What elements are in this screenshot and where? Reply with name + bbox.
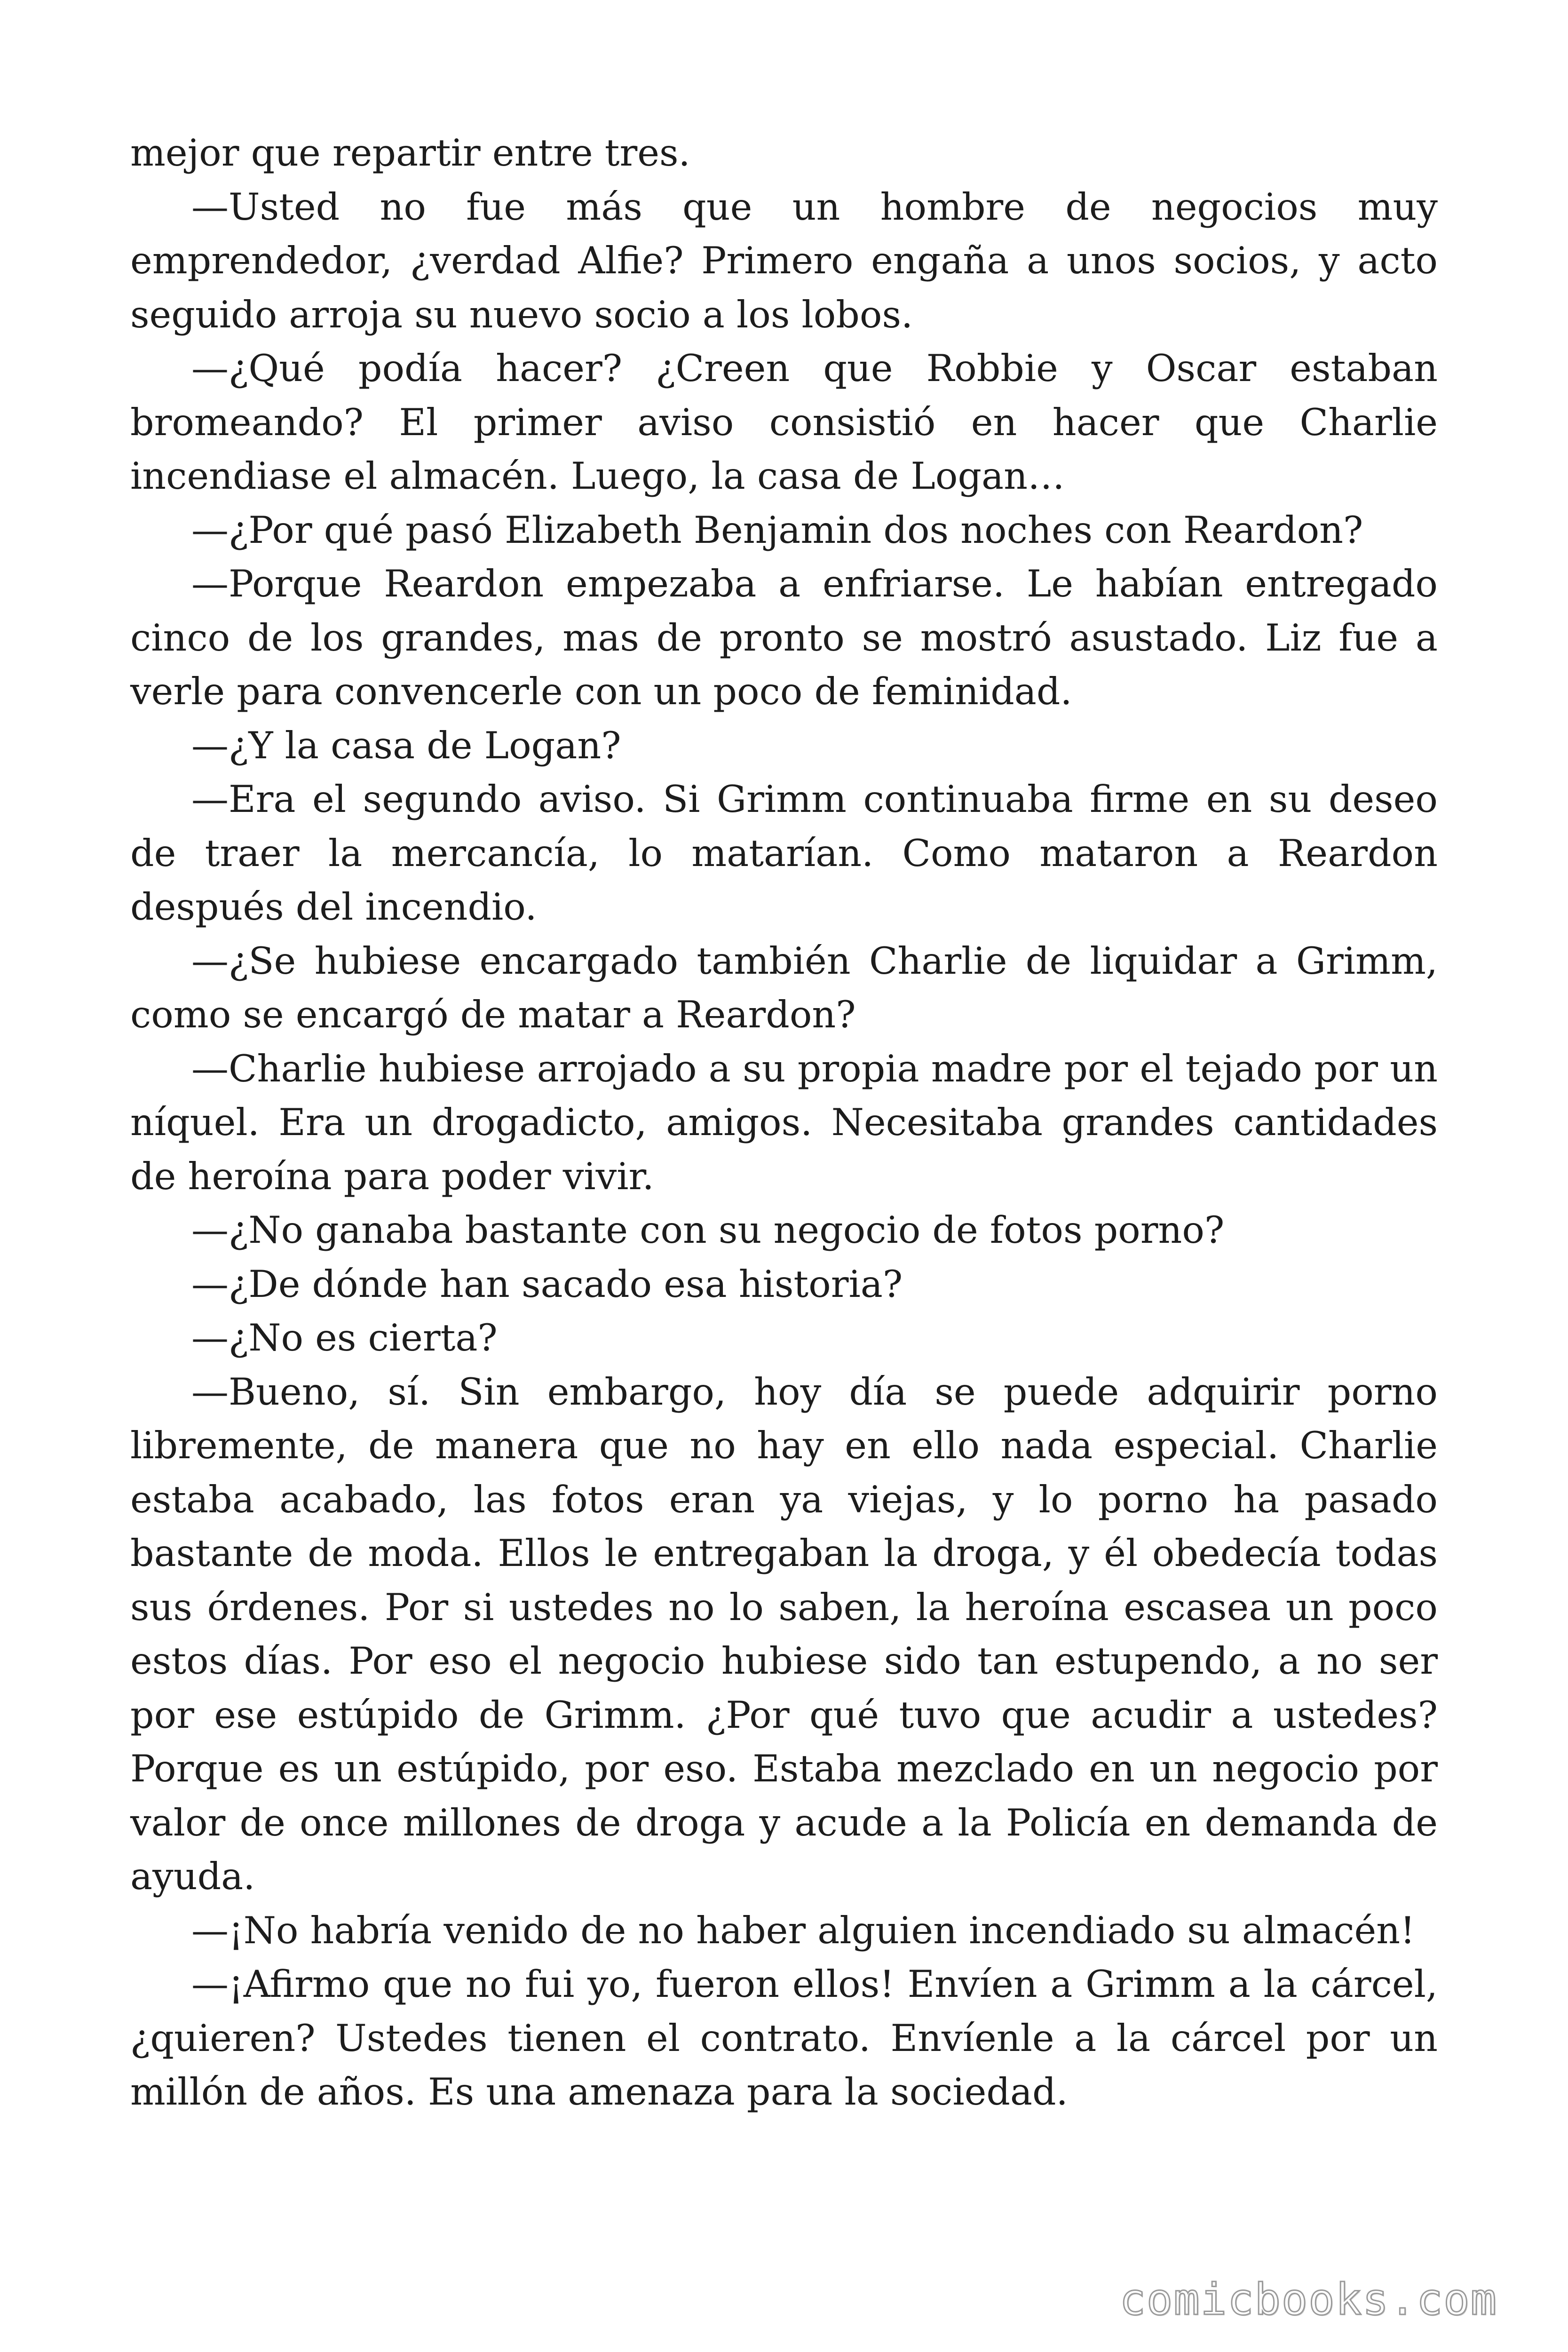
paragraph: —Bueno, sí. Sin embargo, hoy día se puede adquirir porno libremente, de manera que no hay en ello nada especial. Charlie estaba acabado, las fotos eran ya viejas, y lo porno ha pasado bastante de moda. Ellos le entregaban la droga, y él obedecía todas sus órdenes. Por si ustedes no lo saben, la heroína escasea un poco estos días. Por eso el negocio hubiese sido tan estupendo, a no ser por ese estúpido de Grimm. ¿Por qué tuvo que acudir a ustedes? Porque es un estúpido, por eso. Estaba mezclado en un negocio por valor de once millones de droga y acude a la Policía en demanda de ayuda. <box>130 1370 1438 1898</box>
paragraph: —¿Por qué pasó Elizabeth Benjamin dos noches con Reardon? <box>191 508 1363 552</box>
watermark: comicbooks.com <box>1119 2274 1497 2325</box>
paragraph: —¿No es cierta? <box>191 1316 498 1359</box>
paragraph: —Usted no fue más que un hombre de negocios muy emprendedor, ¿verdad Alfie? Primero engaña a unos socios, y acto seguido arroja su nuevo socio a los lobos. <box>130 185 1438 336</box>
paragraph: —¡No habría venido de no haber alguien incendiado su almacén! <box>191 1908 1415 1952</box>
paragraph: —Porque Reardon empezaba a enfriarse. Le habían entregado cinco de los grandes, mas de pronto se mostró asustado. Liz fue a verle para convencerle con un poco de feminidad. <box>130 562 1438 713</box>
paragraph: —¿No ganaba bastante con su negocio de fotos porno? <box>191 1208 1225 1252</box>
paragraph: —Charlie hubiese arrojado a su propia madre por el tejado por un níquel. Era un drogadicto, amigos. Necesitaba grandes cantidades de heroína para poder vivir. <box>130 1047 1438 1198</box>
body-text <box>130 126 1438 2119</box>
paragraph-continuation: mejor que repartir entre tres. <box>130 131 690 175</box>
paragraph: —¿Y la casa de Logan? <box>191 723 621 767</box>
paragraph: —¿De dónde han sacado esa historia? <box>191 1262 903 1306</box>
paragraph: —¡Afirmo que no fui yo, fueron ellos! Envíen a Grimm a la cárcel, ¿quieren? Ustedes tienen el contrato. Envíenle a la cárcel por un millón de años. Es una amenaza para la sociedad. <box>130 1963 1438 2114</box>
paragraph: —Era el segundo aviso. Si Grimm continuaba firme en su deseo de traer la mercancía, lo matarían. Como mataron a Reardon después del incendio. <box>130 778 1438 929</box>
paragraph: —¿Se hubiese encargado también Charlie de liquidar a Grimm, como se encargó de matar a Reardon? <box>130 939 1438 1036</box>
paragraph: —¿Qué podía hacer? ¿Creen que Robbie y Oscar estaban bromeando? El primer aviso consistió en hacer que Charlie incendiase el almacén. Luego, la casa de Logan… <box>130 347 1438 498</box>
